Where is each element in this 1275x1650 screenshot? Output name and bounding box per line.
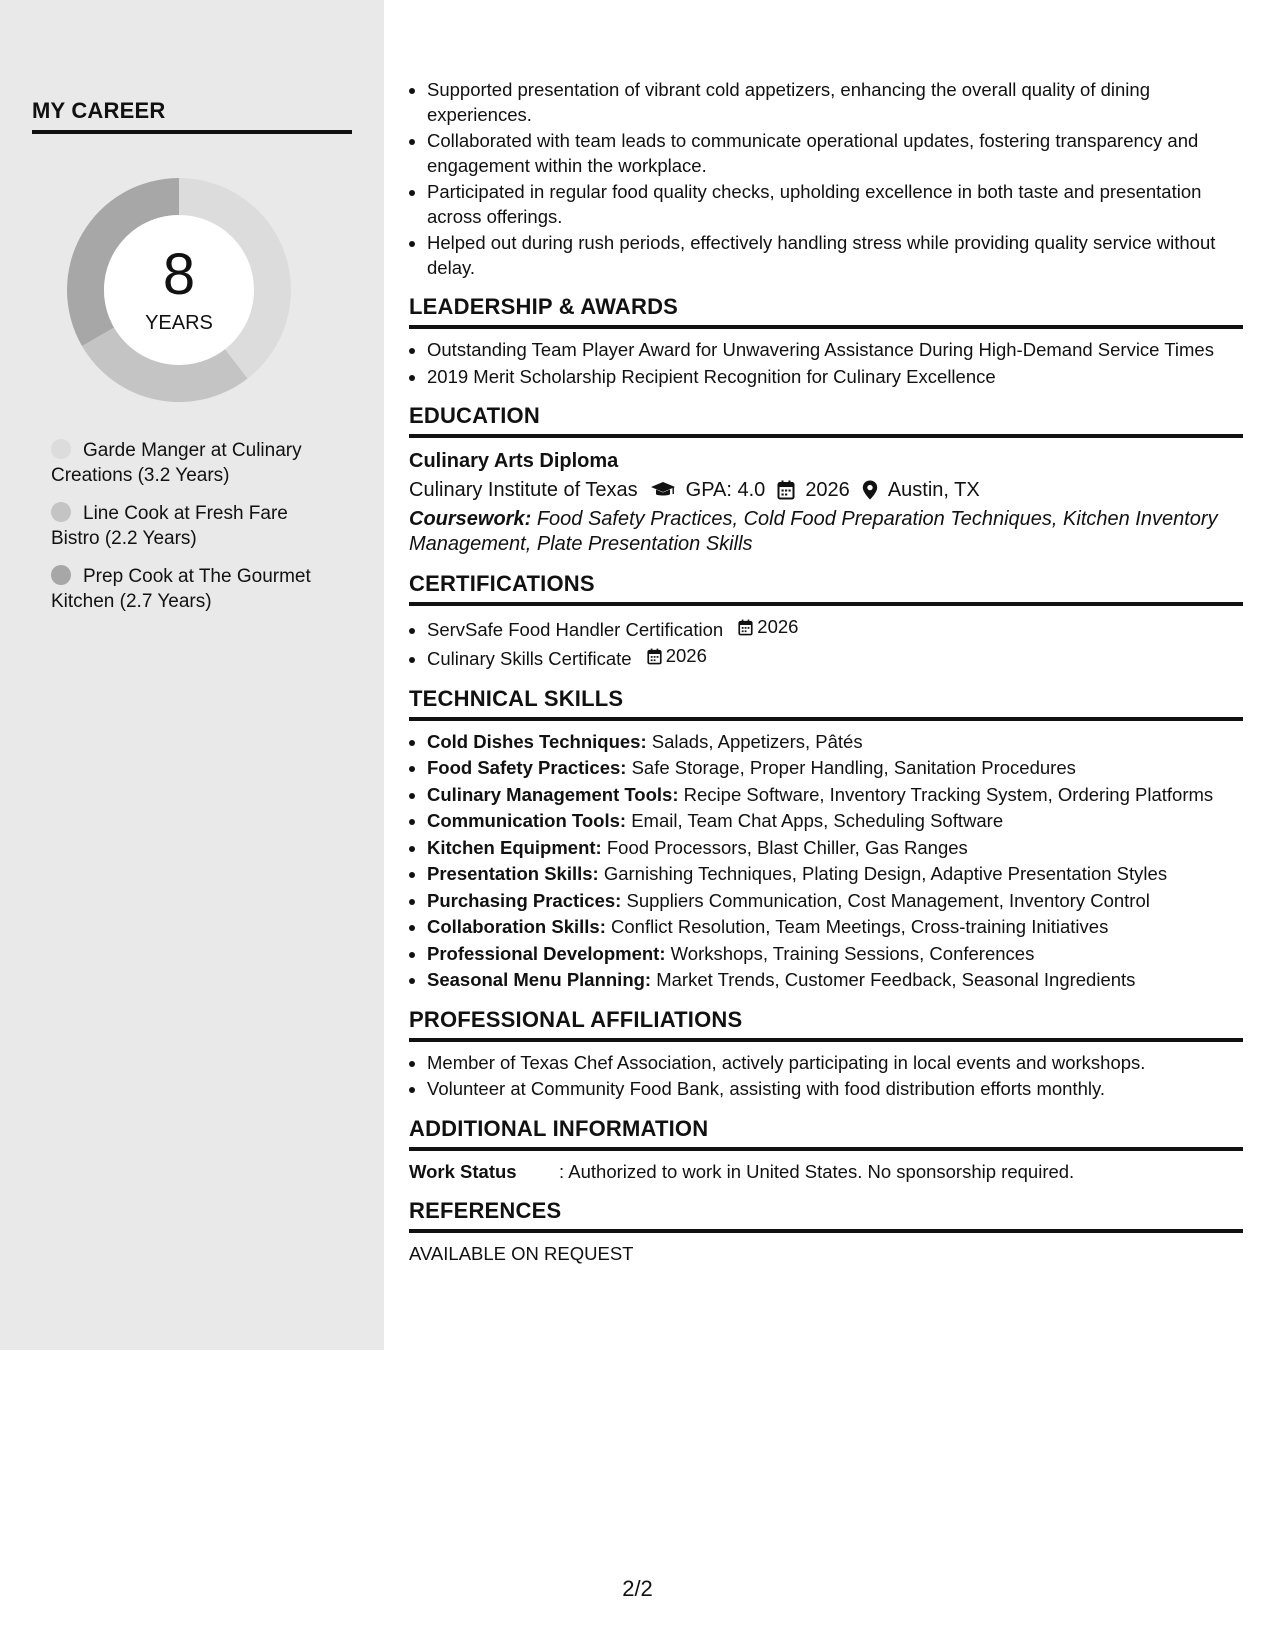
- certifications-section: [409, 571, 1243, 672]
- career-heading: MY CAREER: [32, 98, 352, 134]
- skill-item: [427, 756, 1243, 781]
- certifications-heading: CERTIFICATIONS: [409, 571, 1243, 606]
- award-item: • 2019 Merit Scholarship Recipient Recognition for Culinary Excellence: [427, 365, 1243, 390]
- career-legend: [51, 438, 321, 627]
- career-legend-item: [51, 501, 321, 551]
- experience-bullet: • Participated in regular food quality checks, upholding excellence in both taste and presentation across offerings.: [427, 180, 1243, 229]
- legend-dot-icon: [51, 439, 71, 459]
- graduation-cap-icon: [650, 481, 676, 499]
- sidebar: [0, 0, 384, 1350]
- skill-values: Recipe Software, Inventory Tracking System, Ordering Platforms: [683, 783, 1214, 805]
- experience-bullet: • Supported presentation of vibrant cold appetizers, enhancing the overall quality of dining experiences.: [427, 78, 1243, 127]
- certification-item: [427, 615, 1243, 642]
- coursework: [409, 507, 1243, 557]
- skill-values: Salads, Appetizers, Pâtés: [651, 730, 863, 752]
- skill-item: [427, 942, 1243, 967]
- graduation-year: 2026: [805, 479, 850, 501]
- leadership-section: [409, 294, 1243, 389]
- main-content: [409, 78, 1243, 1266]
- affiliations-section: [409, 1007, 1243, 1102]
- work-status-value: : Authorized to work in United States. No sponsorship required.: [559, 1160, 1075, 1182]
- skill-category: Culinary Management Tools:: [427, 783, 679, 805]
- education-location: Austin, TX: [887, 479, 980, 501]
- education-details: [409, 475, 1243, 505]
- experience-bullet: • Collaborated with team leads to communicate operational updates, fostering transparency and engagement within the workplace.: [427, 129, 1243, 178]
- degree-title: Culinary Arts Diploma: [409, 450, 619, 472]
- career-legend-label: Garde Manger at Culinary Creations (3.2 Years): [51, 440, 302, 486]
- skill-category: Seasonal Menu Planning:: [427, 969, 652, 990]
- education-section: [409, 403, 1243, 557]
- career-legend-item: [51, 564, 321, 614]
- skill-item: [427, 915, 1243, 940]
- work-status-label: Work Status: [409, 1160, 517, 1182]
- certification-name: ServSafe Food Handler Certification: [427, 618, 724, 640]
- certification-name: Culinary Skills Certificate: [427, 648, 632, 669]
- affiliation-item: • Member of Texas Chef Association, actively participating in local events and workshops.: [427, 1051, 1243, 1076]
- affiliation-item: • Volunteer at Community Food Bank, assisting with food distribution efforts monthly.: [427, 1077, 1243, 1102]
- calendar-icon: [738, 619, 753, 636]
- calendar-icon: [647, 648, 662, 665]
- certification-year: 2026: [665, 645, 707, 667]
- skill-values: Workshops, Training Sessions, Conferences: [670, 942, 1035, 964]
- career-legend-label: Line Cook at Fresh Fare Bistro (2.2 Years): [51, 503, 288, 549]
- skill-item: [427, 783, 1243, 808]
- experience-bullet: • Helped out during rush periods, effectively handling stress while providing quality service without delay.: [427, 231, 1243, 280]
- additional-heading: ADDITIONAL INFORMATION: [409, 1116, 1243, 1151]
- skill-item: [427, 968, 1243, 993]
- skill-item: [427, 730, 1243, 755]
- skills-heading: TECHNICAL SKILLS: [409, 686, 1243, 721]
- coursework-list: Food Safety Practices, Cold Food Preparation Techniques, Kitchen Inventory Management, Plate Presentation Skills: [409, 508, 1218, 555]
- skill-item: [427, 862, 1243, 887]
- skill-category: Food Safety Practices:: [427, 757, 627, 778]
- skill-category: Purchasing Practices:: [427, 889, 622, 911]
- location-pin-icon: [862, 480, 878, 500]
- references-text: AVAILABLE ON REQUEST: [409, 1242, 634, 1264]
- award-item: • Outstanding Team Player Award for Unwavering Assistance During High-Demand Service Times: [427, 338, 1243, 363]
- gpa: GPA: 4.0: [685, 479, 766, 501]
- skill-item: [427, 836, 1243, 861]
- skill-values: Email, Team Chat Apps, Scheduling Software: [631, 810, 1004, 831]
- legend-dot-icon: [51, 502, 71, 522]
- affiliations-heading: PROFESSIONAL AFFILIATIONS: [409, 1007, 1243, 1042]
- skill-values: Safe Storage, Proper Handling, Sanitation Procedures: [631, 757, 1076, 778]
- total-years-value: 8: [162, 242, 196, 307]
- skill-values: Market Trends, Customer Feedback, Seasonal Ingredients: [656, 969, 1136, 990]
- skill-values: Food Processors, Blast Chiller, Gas Ranges: [606, 836, 968, 858]
- skill-category: Presentation Skills:: [427, 863, 599, 884]
- leadership-heading: LEADERSHIP & AWARDS: [409, 294, 1243, 329]
- experience-bullets: [409, 78, 1243, 280]
- certification-year: 2026: [757, 616, 799, 637]
- references-section: [409, 1198, 1243, 1266]
- legend-dot-icon: [51, 565, 71, 585]
- skill-category: Professional Development:: [427, 942, 666, 964]
- skill-category: Cold Dishes Techniques:: [427, 730, 647, 752]
- career-legend-item: [51, 438, 321, 488]
- skill-item: [427, 889, 1243, 914]
- skill-item: [427, 809, 1243, 834]
- skills-section: [409, 686, 1243, 993]
- skill-category: Collaboration Skills:: [427, 916, 606, 937]
- skill-values: Suppliers Communication, Cost Management, Inventory Control: [626, 889, 1150, 911]
- school-name: Culinary Institute of Texas: [409, 479, 638, 501]
- additional-section: [409, 1116, 1243, 1184]
- skill-values: Conflict Resolution, Team Meetings, Cross-training Initiatives: [611, 916, 1109, 937]
- skill-values: Garnishing Techniques, Plating Design, Adaptive Presentation Styles: [603, 863, 1168, 884]
- total-years-unit: YEARS: [145, 312, 213, 334]
- career-legend-label: Prep Cook at The Gourmet Kitchen (2.7 Years): [51, 566, 311, 612]
- coursework-label: Coursework:: [409, 508, 532, 530]
- education-heading: EDUCATION: [409, 403, 1243, 438]
- skill-category: Communication Tools:: [427, 810, 627, 831]
- work-status-row: [409, 1160, 1243, 1184]
- skill-category: Kitchen Equipment:: [427, 836, 602, 858]
- calendar-icon: [777, 480, 795, 500]
- certification-item: [427, 644, 1243, 671]
- page-number: 2/2: [622, 1576, 653, 1601]
- references-heading: REFERENCES: [409, 1198, 1243, 1233]
